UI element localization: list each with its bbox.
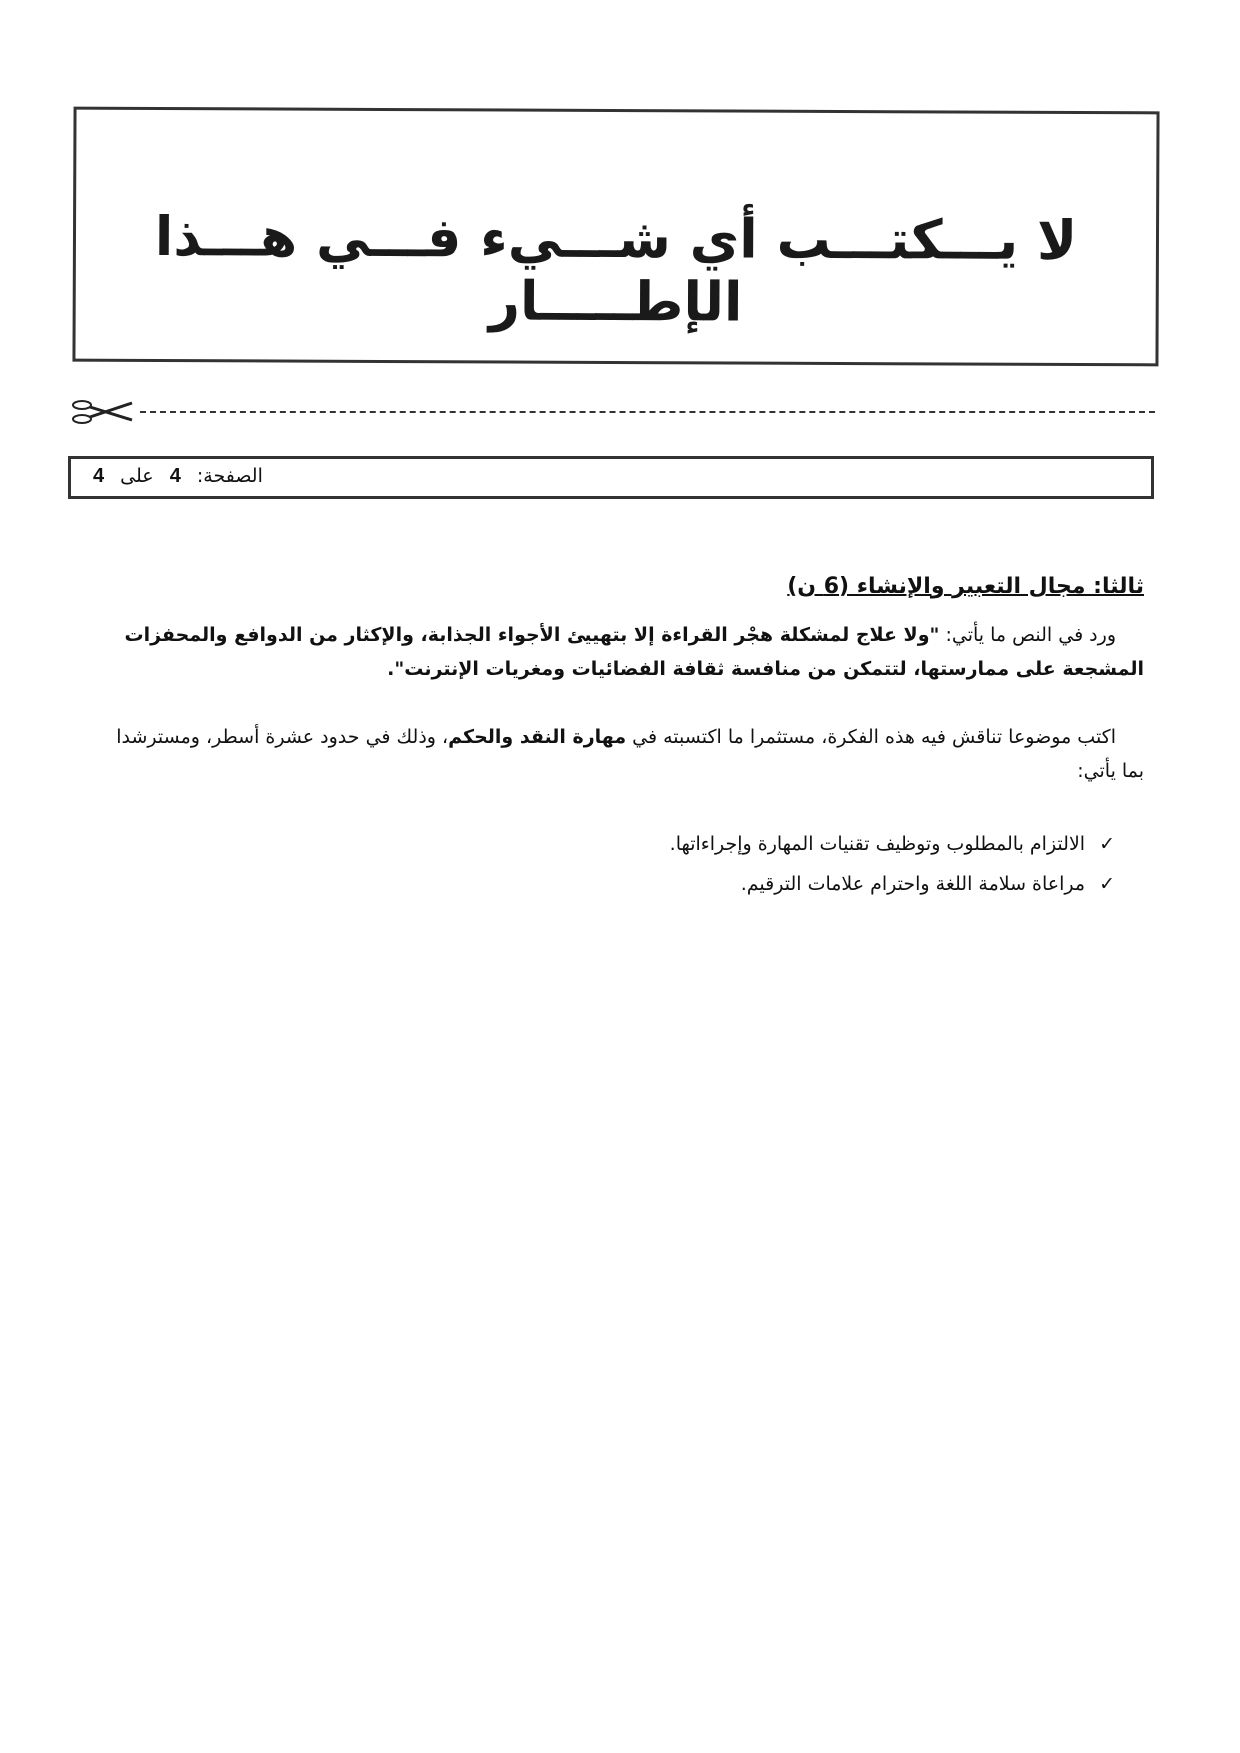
section-heading: ثالثا: مجال التعبير والإنشاء (6 ن) <box>787 574 1144 599</box>
page-label: الصفحة: <box>196 465 263 487</box>
page-indicator <box>83 465 263 488</box>
page-total: 4 <box>93 465 105 487</box>
task-text-2: ، وذلك في حدود عشرة أسطر، ومسترشدا بما يأتي: <box>116 726 1144 782</box>
list-item: ✓الالتزام بالمطلوب وتوظيف تقنيات المهارة وإجراءاتها. <box>669 833 1115 855</box>
task-paragraph <box>100 720 1144 788</box>
list-item: ✓مراعاة سلامة اللغة واحترام علامات الترقيم. <box>740 873 1115 895</box>
quote-intro: ورد في النص ما يأتي: <box>939 624 1116 646</box>
page-current: 4 <box>169 465 181 487</box>
do-not-write-frame <box>72 107 1159 367</box>
page-of: على <box>120 465 154 487</box>
cut-line <box>70 400 1155 424</box>
task-skill: مهارة النقد والحكم <box>448 726 627 748</box>
page-number-box <box>68 456 1154 499</box>
guidelines-list <box>100 833 1115 913</box>
dashed-line <box>140 411 1155 413</box>
do-not-write-notice: لا يـــكتـــب أي شـــيء فـــي هـــذا الإطـــــار <box>154 204 1078 334</box>
check-icon: ✓ <box>1099 873 1115 895</box>
task-text-1: اكتب موضوعا تناقش فيه هذه الفكرة، مستثمرا ما اكتسبته في <box>626 726 1116 748</box>
quote-text: "ولا علاج لمشكلة هجْر القراءة إلا بتهييئ الأجواء الجذابة، والإكثار من الدوافع والمحفزات المشجعة على ممارستها، لتتمكن من منافسة ثقافة الفضائيات ومغريات الإنترنت". <box>124 624 1144 680</box>
quote-paragraph <box>100 618 1144 686</box>
check-icon: ✓ <box>1099 833 1115 855</box>
scissors-icon <box>70 400 140 424</box>
